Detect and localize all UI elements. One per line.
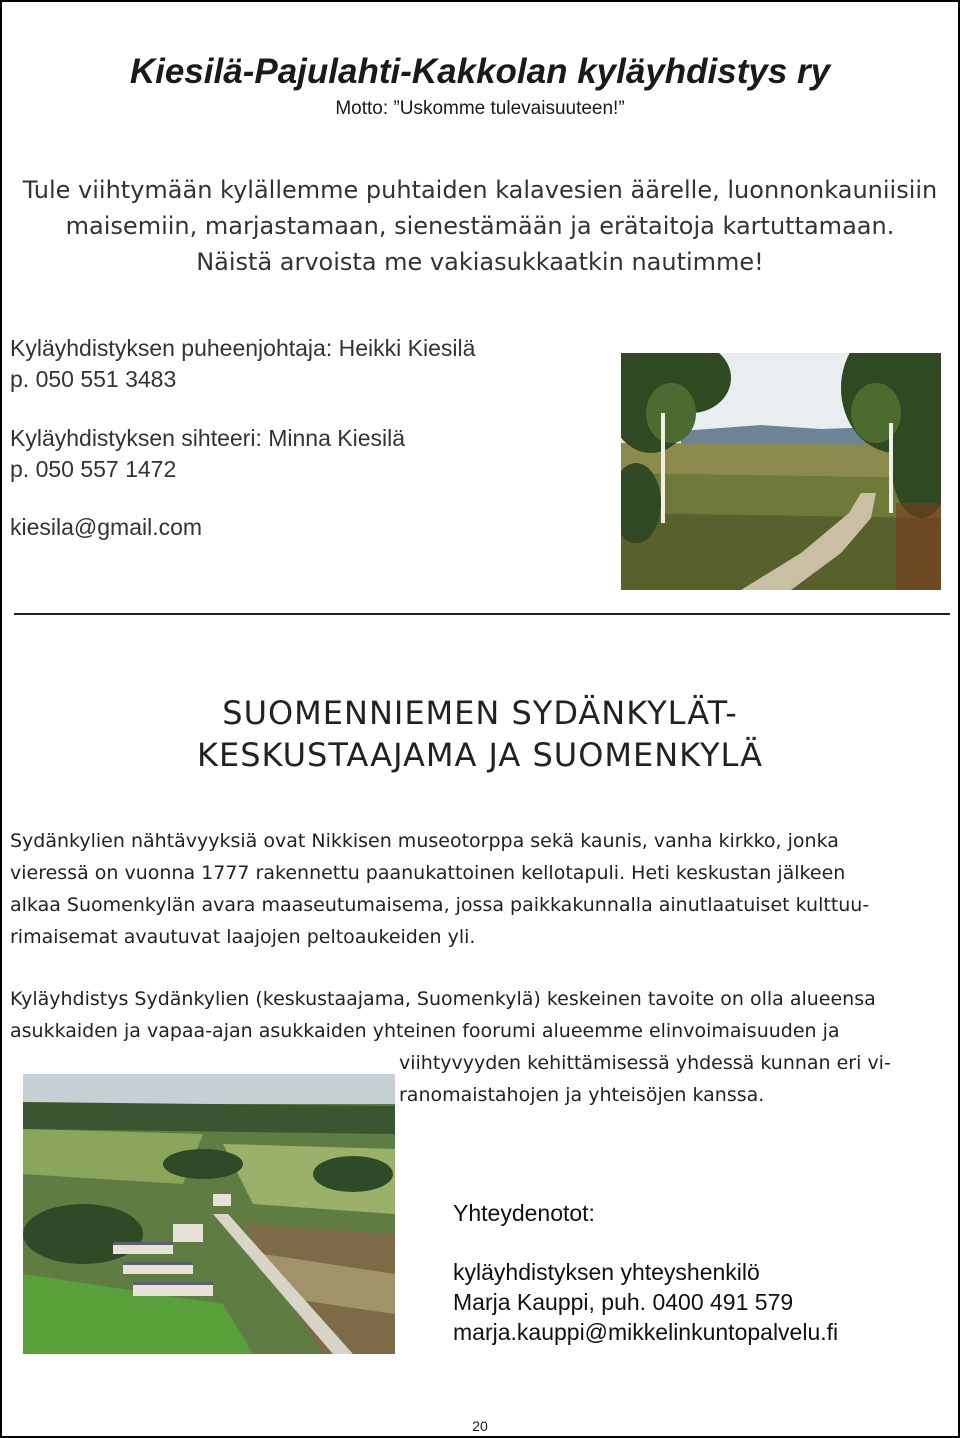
paragraph-line: vieressä on vuonna 1777 rakennettu paanukattoinen kellotapuli. Heti keskustan jälkeen — [10, 862, 846, 884]
paragraph-goal-line4: ranomaistahojen ja yhteisöjen kanssa. — [399, 1084, 765, 1106]
intro-line: Näistä arvoista me vakiasukkaatkin nautimme! — [196, 248, 764, 276]
contact-person: Marja Kauppi, puh. 0400 491 579 — [453, 1289, 794, 1315]
paragraph-goal-line1: Kyläyhdistys Sydänkylien (keskustaajama, Suomenkylä) keskeinen tavoite on olla alueensa — [10, 988, 876, 1010]
contact-role: kyläyhdistyksen yhteyshenkilö — [453, 1259, 760, 1285]
paragraph-line: alkaa Suomenkylän avara maaseutumaisema, jossa paikkakunnalla ainutlaatuiset kulttuu- — [10, 894, 870, 916]
contact-email-address: marja.kauppi@mikkelinkuntopalvelu.fi — [453, 1319, 839, 1345]
heading-line: KESKUSTAAJAMA JA SUOMENKYLÄ — [196, 736, 763, 774]
contact-email: kiesila@gmail.com — [10, 514, 203, 540]
intro-line: maisemiin, marjastamaan, sienestämään ja erätaitoja kartuttamaan. — [65, 212, 895, 240]
paragraph-line: rimaisemat avautuvat laajojen peltoaukeiden yli. — [10, 926, 476, 948]
section-heading — [0, 692, 960, 776]
intro-line: Tule viihtymään kylällemme puhtaiden kalavesien äärelle, luonnonkauniisiin — [22, 176, 938, 204]
paragraph-sights — [10, 825, 950, 953]
aerial-village-photo — [23, 1074, 395, 1354]
contact-heading: Yhteydenotot: — [453, 1200, 595, 1226]
chair-label: Kyläyhdistyksen puheenjohtaja: Heikki Kiesilä — [10, 335, 476, 361]
page-number: 20 — [472, 1418, 488, 1434]
heading-line: SUOMENNIEMEN SYDÄNKYLÄT- — [222, 694, 738, 732]
paragraph-goal-line2: asukkaiden ja vapaa-ajan asukkaiden yhteinen foorumi alueemme elinvoimaisuuden ja — [10, 1020, 840, 1042]
secretary-label: Kyläyhdistyksen sihteeri: Minna Kiesilä — [10, 425, 406, 451]
chair-phone: p. 050 551 3483 — [10, 366, 177, 392]
secretary-phone: p. 050 557 1472 — [10, 456, 177, 482]
paragraph-goal-line3: viihtyvyyden kehittämisessä yhdessä kunnan eri vi- — [399, 1052, 891, 1074]
country-road-photo — [621, 353, 941, 590]
intro-text — [0, 172, 960, 280]
section-divider — [14, 613, 950, 615]
page-title: Kiesilä-Pajulahti-Kakkolan kyläyhdistys ry — [129, 52, 831, 91]
paragraph-line: Sydänkylien nähtävyyksiä ovat Nikkisen museotorppa sekä kaunis, vanha kirkko, jonka — [10, 830, 839, 852]
motto: Motto: ”Uskomme tulevaisuuteen!” — [335, 98, 625, 119]
